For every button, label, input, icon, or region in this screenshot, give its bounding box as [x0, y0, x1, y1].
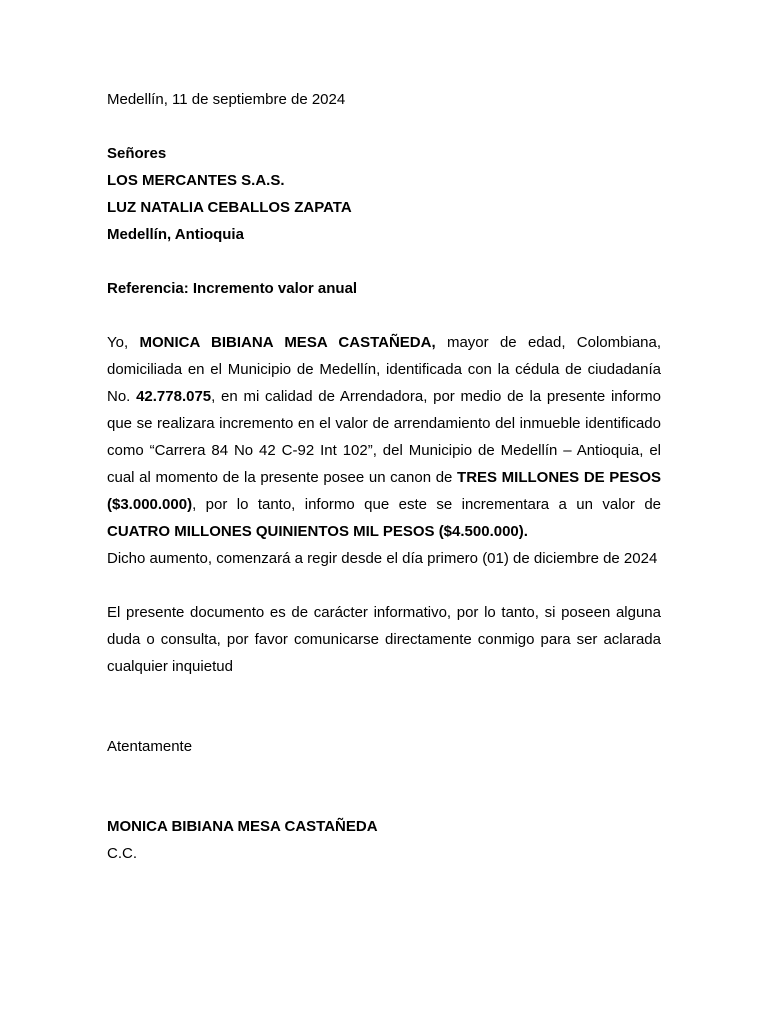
p1-id-number: 42.778.075 [136, 388, 212, 405]
signature-id-label: C.C. [107, 845, 137, 862]
p1-new-amount: CUATRO MILLONES QUINIENTOS MIL PESOS ($4.500.000). [107, 523, 528, 540]
body-paragraph-3: El presente documento es de carácter informativo, por lo tanto, si poseen alguna duda o consulta, por favor comunicarse directamente conmigo para ser aclarada cualquier inquietud [107, 604, 661, 675]
body-paragraph-2: Dicho aumento, comenzará a regir desde el día primero (01) de diciembre de 2024 [107, 550, 658, 567]
recipient-block [107, 140, 661, 248]
recipient-person: LUZ NATALIA CEBALLOS ZAPATA [107, 199, 352, 216]
p1-name: MONICA BIBIANA MESA CASTAÑEDA, [139, 334, 436, 351]
p1-intro: Yo, [107, 334, 140, 351]
p1-text-c: , en mi calidad de Arrendadora, por medio de la presente informo que se realizara incremento en el valor de arrendamiento del inmueble identificado como “Carrera 84 No 42 C-92 Int 102”, del Municipio de Medellín – Antioquia, el cual al momento de la presente posee un canon de [107, 388, 661, 486]
p1-text-b: mayor de edad, Colombiana, domiciliada en el Municipio de Medellín, identificada con la cédula de ciudadanía No. [107, 334, 662, 405]
p1-text-d: , por lo tanto, informo que este se incrementara a un valor de [192, 496, 661, 513]
recipient-city: Medellín, Antioquia [107, 226, 244, 243]
date-line: Medellín, 11 de septiembre de 2024 [107, 91, 346, 108]
signature-name: MONICA BIBIANA MESA CASTAÑEDA [107, 818, 378, 835]
p1-old-amount: TRES MILLONES DE PESOS ($3.000.000) [107, 469, 661, 513]
body-paragraph-1 [107, 329, 661, 545]
reference-line: Referencia: Incremento valor anual [107, 280, 358, 297]
closing-line: Atentamente [107, 738, 193, 755]
letter-page [107, 86, 661, 867]
signature-block [107, 813, 661, 867]
recipient-company: LOS MERCANTES S.A.S. [107, 172, 285, 189]
recipient-salutation: Señores [107, 145, 167, 162]
